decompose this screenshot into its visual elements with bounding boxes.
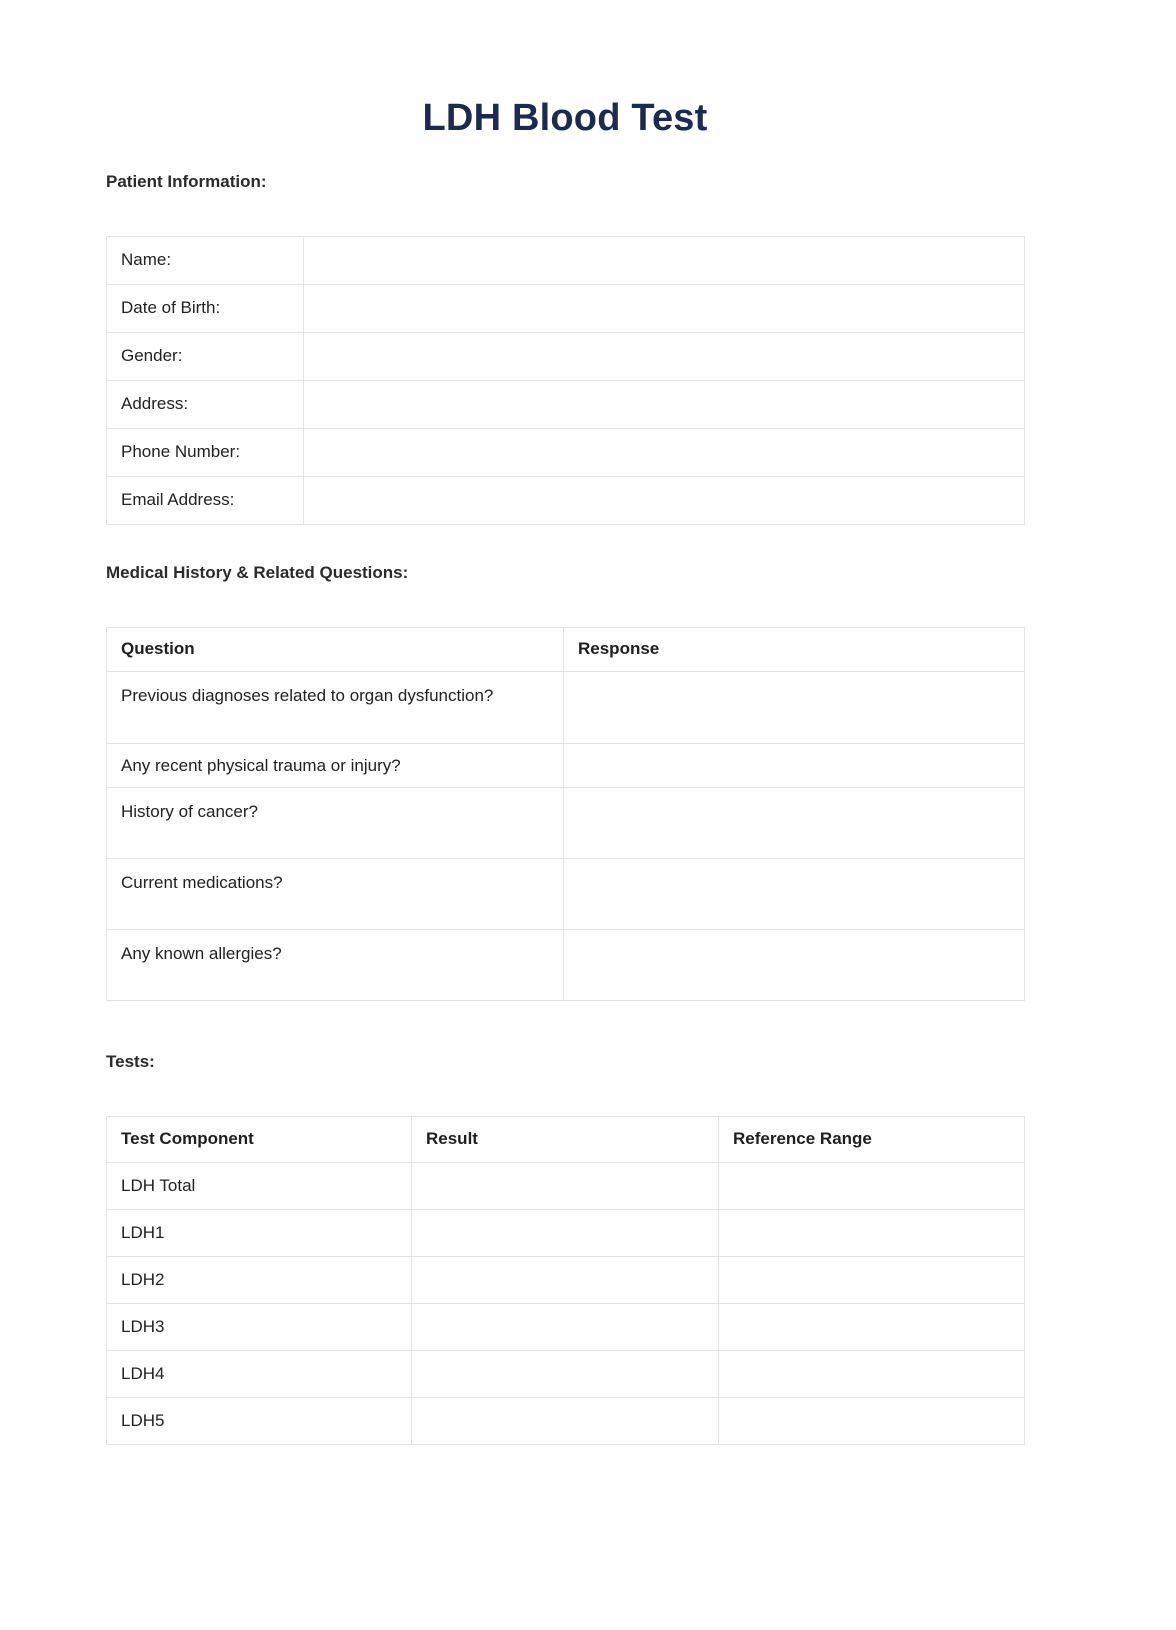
table-row	[107, 1163, 1025, 1210]
history-question-trauma-injury: Any recent physical trauma or injury?	[107, 744, 564, 788]
test-component-ldh4: LDH4	[107, 1351, 412, 1398]
history-question-cancer: History of cancer?	[107, 788, 564, 859]
table-row	[107, 237, 1025, 285]
test-component-ldh5: LDH5	[107, 1398, 412, 1445]
history-question-allergies: Any known allergies?	[107, 930, 564, 1001]
test-component-ldh2: LDH2	[107, 1257, 412, 1304]
column-header-result: Result	[412, 1117, 719, 1163]
table-header-row	[107, 1117, 1025, 1163]
test-reference-range-ldh3[interactable]	[719, 1304, 1025, 1351]
table-row	[107, 744, 1025, 788]
test-component-ldh-total: LDH Total	[107, 1163, 412, 1210]
patient-information-table	[106, 236, 1025, 525]
table-row	[107, 285, 1025, 333]
patient-field-label-email-address: Email Address:	[107, 477, 304, 525]
history-response-current-medications[interactable]	[564, 859, 1025, 930]
history-response-allergies[interactable]	[564, 930, 1025, 1001]
table-header-row	[107, 628, 1025, 672]
history-response-trauma-injury[interactable]	[564, 744, 1025, 788]
patient-field-value-phone-number[interactable]	[304, 429, 1025, 477]
test-result-ldh1[interactable]	[412, 1210, 719, 1257]
test-reference-range-ldh2[interactable]	[719, 1257, 1025, 1304]
tests-heading: Tests:	[106, 1052, 155, 1071]
medical-history-table	[106, 627, 1025, 1001]
table-row	[107, 1351, 1025, 1398]
table-row	[107, 477, 1025, 525]
test-component-ldh3: LDH3	[107, 1304, 412, 1351]
patient-field-value-name[interactable]	[304, 237, 1025, 285]
table-row	[107, 381, 1025, 429]
table-row	[107, 788, 1025, 859]
test-result-ldh4[interactable]	[412, 1351, 719, 1398]
history-question-organ-dysfunction: Previous diagnoses related to organ dysfunction?	[107, 672, 564, 744]
test-result-ldh2[interactable]	[412, 1257, 719, 1304]
table-row	[107, 1257, 1025, 1304]
medical-history-heading: Medical History & Related Questions:	[106, 563, 409, 582]
column-header-response: Response	[564, 628, 1025, 672]
patient-field-value-address[interactable]	[304, 381, 1025, 429]
patient-field-value-email-address[interactable]	[304, 477, 1025, 525]
page-title: LDH Blood Test	[422, 97, 708, 139]
test-result-ldh3[interactable]	[412, 1304, 719, 1351]
patient-field-label-address: Address:	[107, 381, 304, 429]
table-row	[107, 429, 1025, 477]
patient-information-heading: Patient Information:	[106, 172, 267, 191]
test-reference-range-ldh-total[interactable]	[719, 1163, 1025, 1210]
column-header-question: Question	[107, 628, 564, 672]
patient-field-label-date-of-birth: Date of Birth:	[107, 285, 304, 333]
table-row	[107, 859, 1025, 930]
history-response-organ-dysfunction[interactable]	[564, 672, 1025, 744]
patient-field-value-gender[interactable]	[304, 333, 1025, 381]
test-result-ldh-total[interactable]	[412, 1163, 719, 1210]
patient-field-label-gender: Gender:	[107, 333, 304, 381]
column-header-test-component: Test Component	[107, 1117, 412, 1163]
table-row	[107, 1304, 1025, 1351]
test-component-ldh1: LDH1	[107, 1210, 412, 1257]
column-header-reference-range: Reference Range	[719, 1117, 1025, 1163]
table-row	[107, 672, 1025, 744]
test-reference-range-ldh4[interactable]	[719, 1351, 1025, 1398]
patient-field-label-name: Name:	[107, 237, 304, 285]
test-reference-range-ldh5[interactable]	[719, 1398, 1025, 1445]
test-reference-range-ldh1[interactable]	[719, 1210, 1025, 1257]
test-result-ldh5[interactable]	[412, 1398, 719, 1445]
table-row	[107, 1210, 1025, 1257]
history-response-cancer[interactable]	[564, 788, 1025, 859]
patient-field-value-date-of-birth[interactable]	[304, 285, 1025, 333]
table-row	[107, 930, 1025, 1001]
patient-field-label-phone-number: Phone Number:	[107, 429, 304, 477]
tests-table	[106, 1116, 1025, 1445]
table-row	[107, 1398, 1025, 1445]
table-row	[107, 333, 1025, 381]
history-question-current-medications: Current medications?	[107, 859, 564, 930]
